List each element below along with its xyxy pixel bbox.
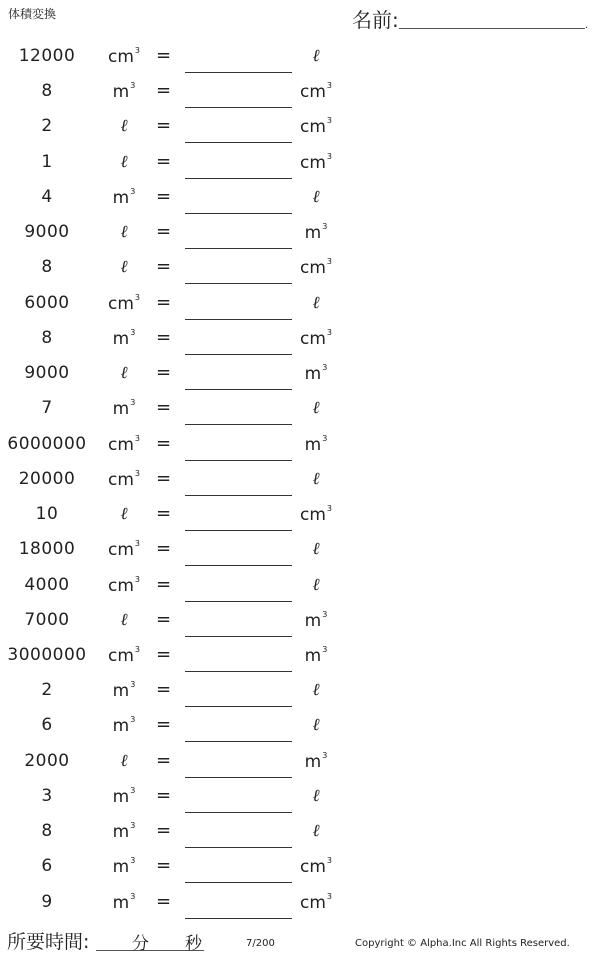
unit-base: m	[112, 822, 130, 843]
problem-value: 3000000	[7, 644, 87, 665]
unit-cubic-meter	[104, 715, 144, 736]
time-taken-label: 所要時間:	[7, 931, 90, 953]
unit-base: m	[112, 187, 130, 208]
unit-liter	[104, 363, 144, 383]
unit-liter	[296, 575, 336, 595]
unit-cubic-meter	[296, 610, 336, 631]
equals-sign: =	[156, 115, 172, 137]
unit-base: m	[112, 328, 130, 349]
unit-cubic-meter	[296, 363, 336, 384]
unit-cubic-centimeter	[104, 645, 144, 666]
liter-symbol: ℓ	[120, 609, 128, 630]
problem-row	[0, 108, 340, 143]
unit-liter	[296, 469, 336, 489]
unit-base: cm	[299, 892, 326, 913]
unit-base: cm	[107, 469, 134, 490]
problem-value: 6000000	[7, 433, 87, 454]
unit-exponent: 3	[130, 186, 136, 196]
equals-sign: =	[156, 538, 172, 560]
problem-row	[0, 390, 340, 425]
liter-symbol: ℓ	[312, 785, 320, 806]
unit-base: cm	[107, 575, 134, 596]
unit-base: cm	[107, 434, 134, 455]
unit-exponent: 3	[326, 327, 332, 337]
liter-symbol: ℓ	[312, 398, 320, 419]
problem-value: 20000	[18, 468, 76, 489]
unit-liter	[296, 786, 336, 806]
unit-liter	[104, 610, 144, 630]
equals-sign: =	[156, 784, 172, 806]
liter-symbol: ℓ	[312, 574, 320, 595]
liter-symbol: ℓ	[120, 257, 128, 278]
liter-symbol: ℓ	[312, 539, 320, 560]
unit-base: cm	[107, 645, 134, 666]
unit-exponent: 3	[130, 715, 136, 725]
problem-value: 9000	[24, 363, 70, 384]
unit-exponent: 3	[130, 81, 136, 91]
problem-value: 2	[41, 680, 53, 701]
unit-base: m	[304, 434, 322, 455]
problem-value: 9000	[24, 222, 70, 243]
problem-row	[0, 249, 340, 284]
minutes-label: 分	[132, 934, 149, 954]
problem-row	[0, 355, 340, 390]
unit-cubic-centimeter	[296, 328, 336, 349]
unit-liter	[296, 715, 336, 735]
unit-exponent: 3	[322, 750, 328, 760]
unit-cubic-meter	[104, 680, 144, 701]
unit-exponent: 3	[322, 433, 328, 443]
problem-row	[0, 602, 340, 637]
unit-cubic-centimeter	[104, 293, 144, 314]
problem-value: 18000	[18, 539, 76, 560]
unit-liter	[104, 751, 144, 771]
unit-exponent: 3	[130, 680, 136, 690]
unit-exponent: 3	[326, 151, 332, 161]
problem-row	[0, 461, 340, 496]
liter-symbol: ℓ	[312, 186, 320, 207]
problem-value: 12000	[18, 46, 76, 66]
unit-exponent: 3	[134, 644, 140, 654]
liter-symbol: ℓ	[312, 715, 320, 736]
unit-base: m	[112, 82, 130, 103]
problem-row	[0, 848, 340, 883]
unit-base: m	[112, 857, 130, 878]
problem-row	[0, 637, 340, 672]
unit-base: cm	[299, 857, 326, 878]
unit-exponent: 3	[326, 891, 332, 901]
unit-base: m	[304, 223, 322, 244]
unit-exponent: 3	[134, 468, 140, 478]
unit-base: m	[304, 751, 322, 772]
unit-exponent: 3	[130, 856, 136, 866]
unit-liter	[104, 257, 144, 277]
equals-sign: =	[156, 45, 172, 66]
unit-liter	[104, 152, 144, 172]
unit-cubic-meter	[296, 434, 336, 455]
unit-liter	[296, 293, 336, 313]
copyright-notice: Copyright © Alpha.Inc All Rights Reserved.	[355, 938, 570, 949]
worksheet-title: 体積変換	[8, 7, 57, 21]
unit-exponent: 3	[134, 46, 140, 55]
unit-base: m	[112, 681, 130, 702]
problem-row	[0, 426, 340, 461]
problem-list	[0, 38, 340, 919]
equals-sign: =	[156, 503, 172, 525]
equals-sign: =	[156, 326, 172, 348]
unit-exponent: 3	[322, 363, 328, 373]
equals-sign: =	[156, 714, 172, 736]
unit-exponent: 3	[130, 785, 136, 795]
problem-row	[0, 214, 340, 249]
equals-sign: =	[156, 432, 172, 454]
liter-symbol: ℓ	[120, 504, 128, 525]
seconds-label: 秒	[185, 934, 202, 954]
equals-sign: =	[156, 573, 172, 595]
equals-sign: =	[156, 362, 172, 384]
unit-exponent: 3	[322, 644, 328, 654]
unit-cubic-centimeter	[296, 152, 336, 173]
unit-base: cm	[299, 117, 326, 138]
unit-cubic-meter	[104, 187, 144, 208]
unit-exponent: 3	[130, 891, 136, 901]
problem-row	[0, 144, 340, 179]
equals-sign: =	[156, 643, 172, 665]
equals-sign: =	[156, 890, 172, 912]
unit-base: m	[112, 399, 130, 420]
problem-value: 7	[41, 398, 53, 419]
problem-row	[0, 707, 340, 742]
unit-exponent: 3	[326, 504, 332, 514]
unit-cubic-centimeter	[104, 46, 144, 67]
equals-sign: =	[156, 820, 172, 842]
liter-symbol: ℓ	[312, 46, 320, 66]
unit-cubic-centimeter	[296, 856, 336, 877]
unit-liter	[104, 222, 144, 242]
liter-symbol: ℓ	[120, 116, 128, 137]
equals-sign: =	[156, 80, 172, 102]
unit-cubic-centimeter	[296, 116, 336, 137]
unit-exponent: 3	[326, 81, 332, 91]
unit-cubic-meter	[104, 786, 144, 807]
unit-cubic-meter	[104, 81, 144, 102]
problem-value: 1	[41, 151, 53, 172]
problem-value: 8	[41, 81, 53, 102]
problem-value: 2000	[24, 750, 70, 771]
unit-exponent: 3	[326, 257, 332, 267]
liter-symbol: ℓ	[312, 468, 320, 489]
unit-cubic-meter	[104, 892, 144, 913]
liter-symbol: ℓ	[120, 151, 128, 172]
problem-value: 8	[41, 327, 53, 348]
problem-row	[0, 496, 340, 531]
unit-cubic-meter	[296, 751, 336, 772]
liter-symbol: ℓ	[312, 680, 320, 701]
unit-liter	[296, 46, 336, 66]
unit-exponent: 3	[130, 821, 136, 831]
problem-row	[0, 778, 340, 813]
equals-sign: =	[156, 221, 172, 243]
name-dot: .	[585, 20, 589, 31]
equals-sign: =	[156, 749, 172, 771]
unit-cubic-centimeter	[296, 257, 336, 278]
unit-liter	[104, 116, 144, 136]
unit-cubic-meter	[296, 222, 336, 243]
problem-row	[0, 743, 340, 778]
equals-sign: =	[156, 291, 172, 313]
problem-value: 7000	[24, 609, 70, 630]
unit-exponent: 3	[134, 292, 140, 302]
name-blank-line	[399, 28, 585, 29]
unit-base: m	[304, 645, 322, 666]
page-number: 7/200	[246, 938, 275, 949]
unit-cubic-meter	[104, 328, 144, 349]
unit-cubic-centimeter	[104, 539, 144, 560]
problem-value: 6000	[24, 292, 70, 313]
problem-value: 4	[41, 186, 53, 207]
problem-row	[0, 531, 340, 566]
name-area	[352, 4, 588, 30]
name-label: 名前:	[352, 8, 399, 32]
unit-exponent: 3	[130, 327, 136, 337]
equals-sign: =	[156, 150, 172, 172]
unit-cubic-centimeter	[296, 892, 336, 913]
unit-base: cm	[299, 152, 326, 173]
unit-exponent: 3	[322, 222, 328, 232]
unit-exponent: 3	[326, 856, 332, 866]
liter-symbol: ℓ	[312, 292, 320, 313]
unit-base: m	[112, 892, 130, 913]
problem-row	[0, 567, 340, 602]
problem-row	[0, 884, 340, 919]
unit-exponent: 3	[134, 539, 140, 549]
unit-base: cm	[299, 328, 326, 349]
problem-row	[0, 73, 340, 108]
problem-value: 6	[41, 856, 53, 877]
problem-value: 8	[41, 821, 53, 842]
problem-row	[0, 179, 340, 214]
unit-base: cm	[107, 540, 134, 561]
unit-base: cm	[299, 82, 326, 103]
unit-base: cm	[107, 47, 134, 67]
problem-row	[0, 672, 340, 707]
unit-base: m	[304, 364, 322, 385]
unit-base: m	[112, 716, 130, 737]
unit-liter	[296, 187, 336, 207]
problem-row	[0, 813, 340, 848]
equals-sign: =	[156, 608, 172, 630]
problem-value: 2	[41, 116, 53, 137]
unit-cubic-centimeter	[104, 434, 144, 455]
equals-sign: =	[156, 679, 172, 701]
equals-sign: =	[156, 467, 172, 489]
unit-cubic-meter	[104, 398, 144, 419]
problem-value: 6	[41, 715, 53, 736]
unit-exponent: 3	[134, 433, 140, 443]
problem-value: 10	[35, 504, 59, 525]
unit-base: m	[304, 610, 322, 631]
unit-liter	[296, 821, 336, 841]
problem-value: 4000	[24, 574, 70, 595]
unit-exponent: 3	[326, 116, 332, 126]
unit-cubic-centimeter	[296, 504, 336, 525]
problem-value: 9	[41, 891, 53, 912]
unit-base: cm	[299, 258, 326, 279]
problem-row	[0, 38, 340, 73]
unit-cubic-meter	[296, 645, 336, 666]
unit-base: cm	[299, 505, 326, 526]
problem-value: 8	[41, 257, 53, 278]
equals-sign: =	[156, 855, 172, 877]
unit-base: cm	[107, 293, 134, 314]
unit-liter	[296, 398, 336, 418]
equals-sign: =	[156, 185, 172, 207]
unit-cubic-centimeter	[104, 575, 144, 596]
unit-liter	[296, 680, 336, 700]
unit-exponent: 3	[134, 574, 140, 584]
unit-liter	[296, 539, 336, 559]
liter-symbol: ℓ	[120, 222, 128, 243]
unit-cubic-meter	[104, 821, 144, 842]
problem-row	[0, 285, 340, 320]
answer-blank[interactable]	[185, 918, 292, 919]
unit-base: m	[112, 786, 130, 807]
equals-sign: =	[156, 256, 172, 278]
unit-exponent: 3	[322, 609, 328, 619]
unit-exponent: 3	[130, 398, 136, 408]
problem-row	[0, 320, 340, 355]
unit-liter	[104, 504, 144, 524]
liter-symbol: ℓ	[120, 750, 128, 771]
liter-symbol: ℓ	[312, 821, 320, 842]
equals-sign: =	[156, 397, 172, 419]
problem-value: 3	[41, 785, 53, 806]
unit-cubic-meter	[104, 856, 144, 877]
unit-cubic-centimeter	[296, 81, 336, 102]
unit-cubic-centimeter	[104, 469, 144, 490]
liter-symbol: ℓ	[120, 363, 128, 384]
